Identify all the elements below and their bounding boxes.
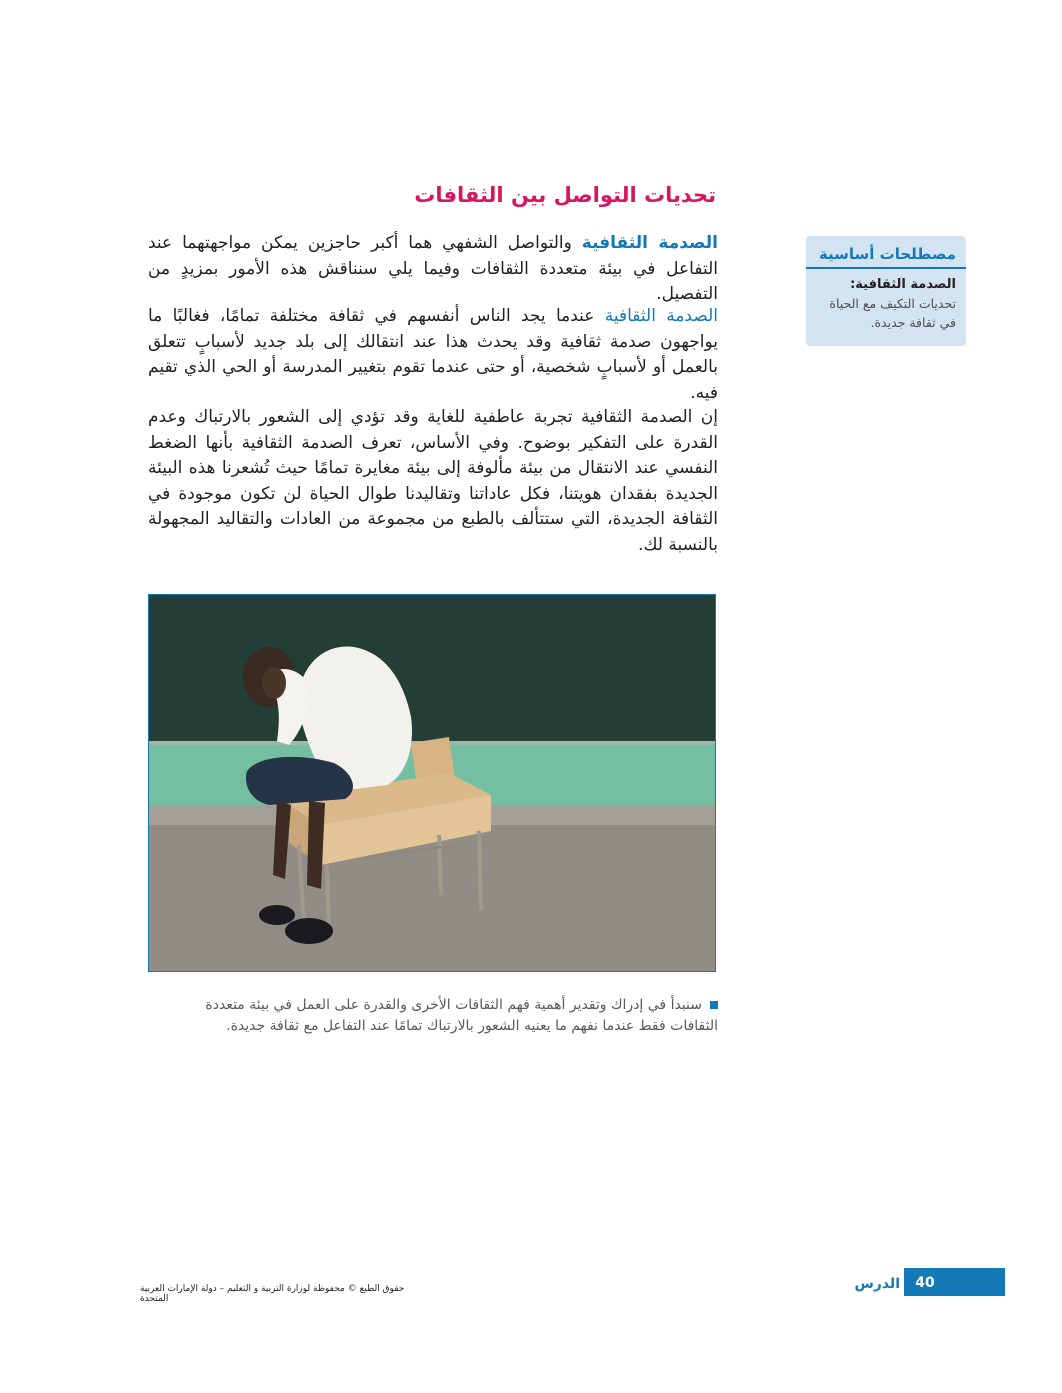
key-terms-header: مصطلحات أساسية [806,236,966,269]
key-terms-box [806,236,966,346]
copyright-notice: حقوق الطبع © محفوظة لوزارة التربية و التعليم – دولة الإمارات العربية المتحدة [140,1284,405,1304]
lesson-label: الدرس [854,1276,900,1292]
paragraph-culture-shock [148,304,718,406]
photo-boy-at-desk [148,594,716,972]
section-title: تحديات التواصل بين الثقافات [414,183,716,207]
page-number: 40 [915,1275,935,1291]
square-bullet-icon [710,1001,718,1009]
paragraph-intro-text: والتواصل الشفهي هما أكبر حاجزين يمكن مواجهتهما عند التفاعل في بيئة متعددة الثقافات وفيما يلي سنناقش هذه الأمور بمزيدٍ من التفصيل. [148,233,718,304]
photo-caption [178,995,718,1037]
key-term: الصدمة الثقافية: [850,277,956,292]
term-culture-shock-bold: الصدمة الثقافية [581,233,718,253]
term-culture-shock: الصدمة الثقافية [604,306,718,326]
caption-text: سنبدأ في إدراك وتقدير أهمية فهم الثقافات الأخرى والقدرة على العمل في بيئة متعددة الثقافات فقط عندما نفهم ما يعنيه الشعور بالارتباك تمامًا عند التفاعل مع ثقافة جديدة. [205,997,718,1034]
key-term-definition: تحديات التكيف مع الحياة في ثقافة جديدة. [829,296,956,330]
paragraph-definition: إن الصدمة الثقافية تجربة عاطفية للغاية وقد تؤدي إلى الشعور بالارتباك وعدم القدرة على التفكير بوضوح. وفي الأساس، تعرف الصدمة الثقافية بأنها الضغط النفسي عند الانتقال من بيئة مألوفة إلى بيئة مغايرة تمامًا حيث تُشعرنا هذه البيئة الجديدة بفقدان هويتنا، فكل عاداتنا وتقاليدنا طوال الحياة لن تكون موجودة في الثقافة الجديدة، التي ستتألف بالطبع من مجموعة من العادات والتقاليد المجهولة بالنسبة لك. [148,407,718,555]
paragraph-culture-shock-text: عندما يجد الناس أنفسهم في ثقافة مختلفة تمامًا، فغالبًا ما يواجهون صدمة ثقافية وقد يحدث هذا عند انتقالك إلى بلد جديد لأسبابٍ تتعلق بالعمل أو لأسبابٍ شخصية، أو حتى عندما تقوم بتغيير المدرسة أو الحي الذي تقيم فيه. [148,306,718,403]
paragraph-intro [148,231,718,308]
